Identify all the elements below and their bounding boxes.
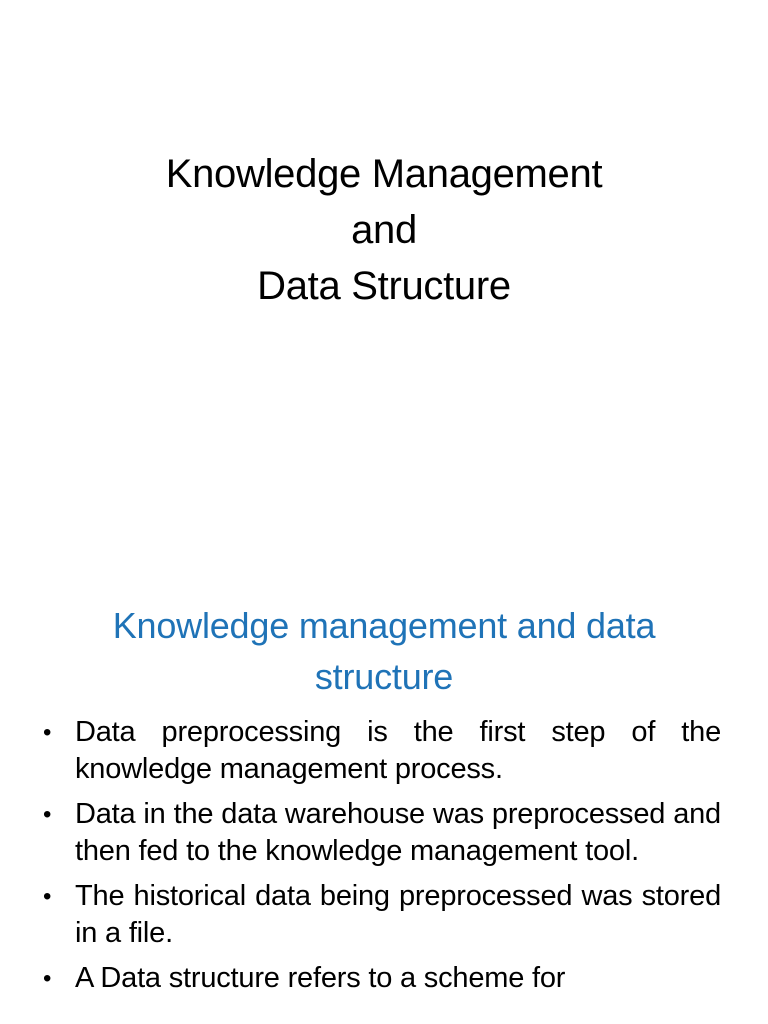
title-line: Data Structure [257, 264, 511, 308]
slide-heading [40, 600, 728, 702]
bullet-item [40, 878, 721, 952]
title-line: and [351, 208, 417, 252]
bullet-list [40, 714, 721, 1005]
bullet-dot-icon: • [43, 719, 52, 746]
heading-line: Knowledge management and data [112, 605, 656, 646]
slide-title [0, 146, 768, 314]
bullet-item [40, 960, 721, 997]
bullet-item [40, 796, 721, 870]
bullet-dot-icon: • [43, 965, 52, 992]
title-line: Knowledge Management [165, 152, 603, 196]
heading-line: structure [314, 656, 454, 697]
bullet-text: A Data structure refers to a scheme for [75, 962, 566, 994]
bullet-text: The historical data being preprocessed was stored in a file. [75, 880, 721, 949]
bullet-item [40, 714, 721, 788]
bullet-text: Data in the data warehouse was preprocessed and then fed to the knowledge management tool. [75, 798, 721, 867]
bullet-dot-icon: • [43, 883, 52, 910]
bullet-text: Data preprocessing is the first step of the knowledge management process. [75, 716, 721, 785]
bullet-dot-icon: • [43, 801, 52, 828]
content-slide [0, 576, 768, 1024]
